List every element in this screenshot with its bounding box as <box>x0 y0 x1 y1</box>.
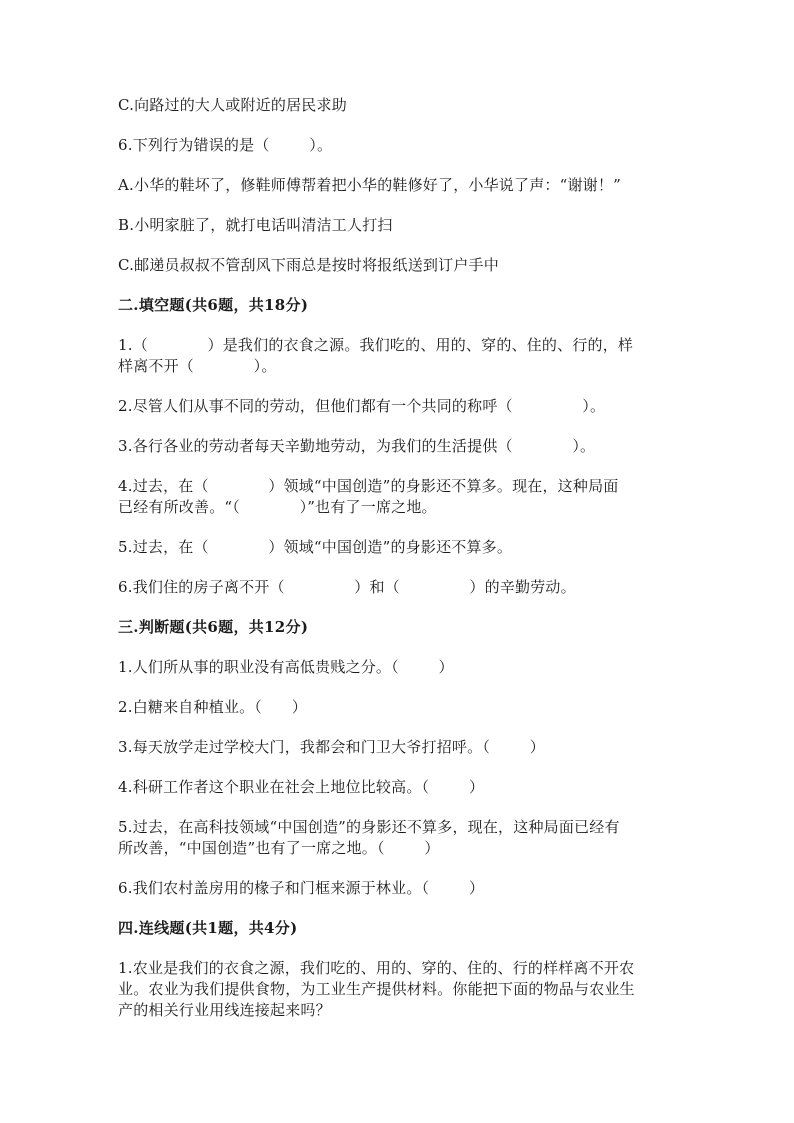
match-q1-line3: 产的相关行业用线连接起来吗？ <box>118 1001 331 1019</box>
judge-q6: 6.我们农村盖房用的椽子和门框来源于林业。（ ） <box>118 879 485 897</box>
fill-q5: 5.过去，在（ ）领域“中国创造”的身影还不算多。 <box>118 538 513 556</box>
section-4-heading: 四.连线题(共1题，共4分) <box>118 919 298 937</box>
fill-q1-line2: 样离不开（ ）。 <box>118 357 277 375</box>
judge-q5-line2: 所改善，“中国创造”也有了一席之地。（ ） <box>118 839 440 857</box>
fill-q4-line2: 已经有所改善。“（ ）”也有了一席之地。 <box>118 498 437 516</box>
section-2-heading: 二.填空题(共6题，共18分) <box>118 296 309 314</box>
q6-option-b: B.小明家脏了，就打电话叫清洁工人打扫 <box>118 216 393 234</box>
fill-q6: 6.我们住的房子离不开（ ）和（ ）的辛勤劳动。 <box>118 578 576 596</box>
q6-option-a: A.小华的鞋坏了，修鞋师傅帮着把小华的鞋修好了，小华说了声：“谢谢！” <box>118 176 621 194</box>
q6-stem: 6.下列行为错误的是（ ）。 <box>118 136 333 154</box>
match-q1-line2: 业。农业为我们提供食物，为工业生产提供材料。你能把下面的物品与农业生 <box>118 980 635 998</box>
exam-page <box>118 95 678 1021</box>
section-3-heading: 三.判断题(共6题，共12分) <box>118 618 309 636</box>
fill-q4-line1: 4.过去，在（ ）领域“中国创造”的身影还不算多。现在，这种局面 <box>118 477 619 495</box>
fill-q2: 2.尽管人们从事不同的劳动，但他们都有一个共同的称呼（ ）。 <box>118 397 606 415</box>
match-q1-line1: 1.农业是我们的衣食之源，我们吃的、用的、穿的、住的、行的样样离不开农 <box>118 959 635 977</box>
judge-q4: 4.科研工作者这个职业在社会上地位比较高。（ ） <box>118 778 485 796</box>
q5-option-c: C.向路过的大人或附近的居民求助 <box>118 96 347 114</box>
judge-q1: 1.人们所从事的职业没有高低贵贱之分。（ ） <box>118 658 454 676</box>
judge-q2: 2.白糖来自种植业。（ ） <box>118 698 308 716</box>
judge-q3: 3.每天放学走过学校大门，我都会和门卫大爷打招呼。（ ） <box>118 738 545 756</box>
judge-q5-line1: 5.过去，在高科技领域“中国创造”的身影还不算多，现在，这种局面已经有 <box>118 818 620 836</box>
fill-q1-line1: 1.（ ）是我们的衣食之源。我们吃的、用的、穿的、住的、行的，样 <box>118 336 634 354</box>
fill-q3: 3.各行各业的劳动者每天辛勤地劳动，为我们的生活提供（ ）。 <box>118 437 596 455</box>
q6-option-c: C.邮递员叔叔不管刮风下雨总是按时将报纸送到订户手中 <box>118 256 499 274</box>
